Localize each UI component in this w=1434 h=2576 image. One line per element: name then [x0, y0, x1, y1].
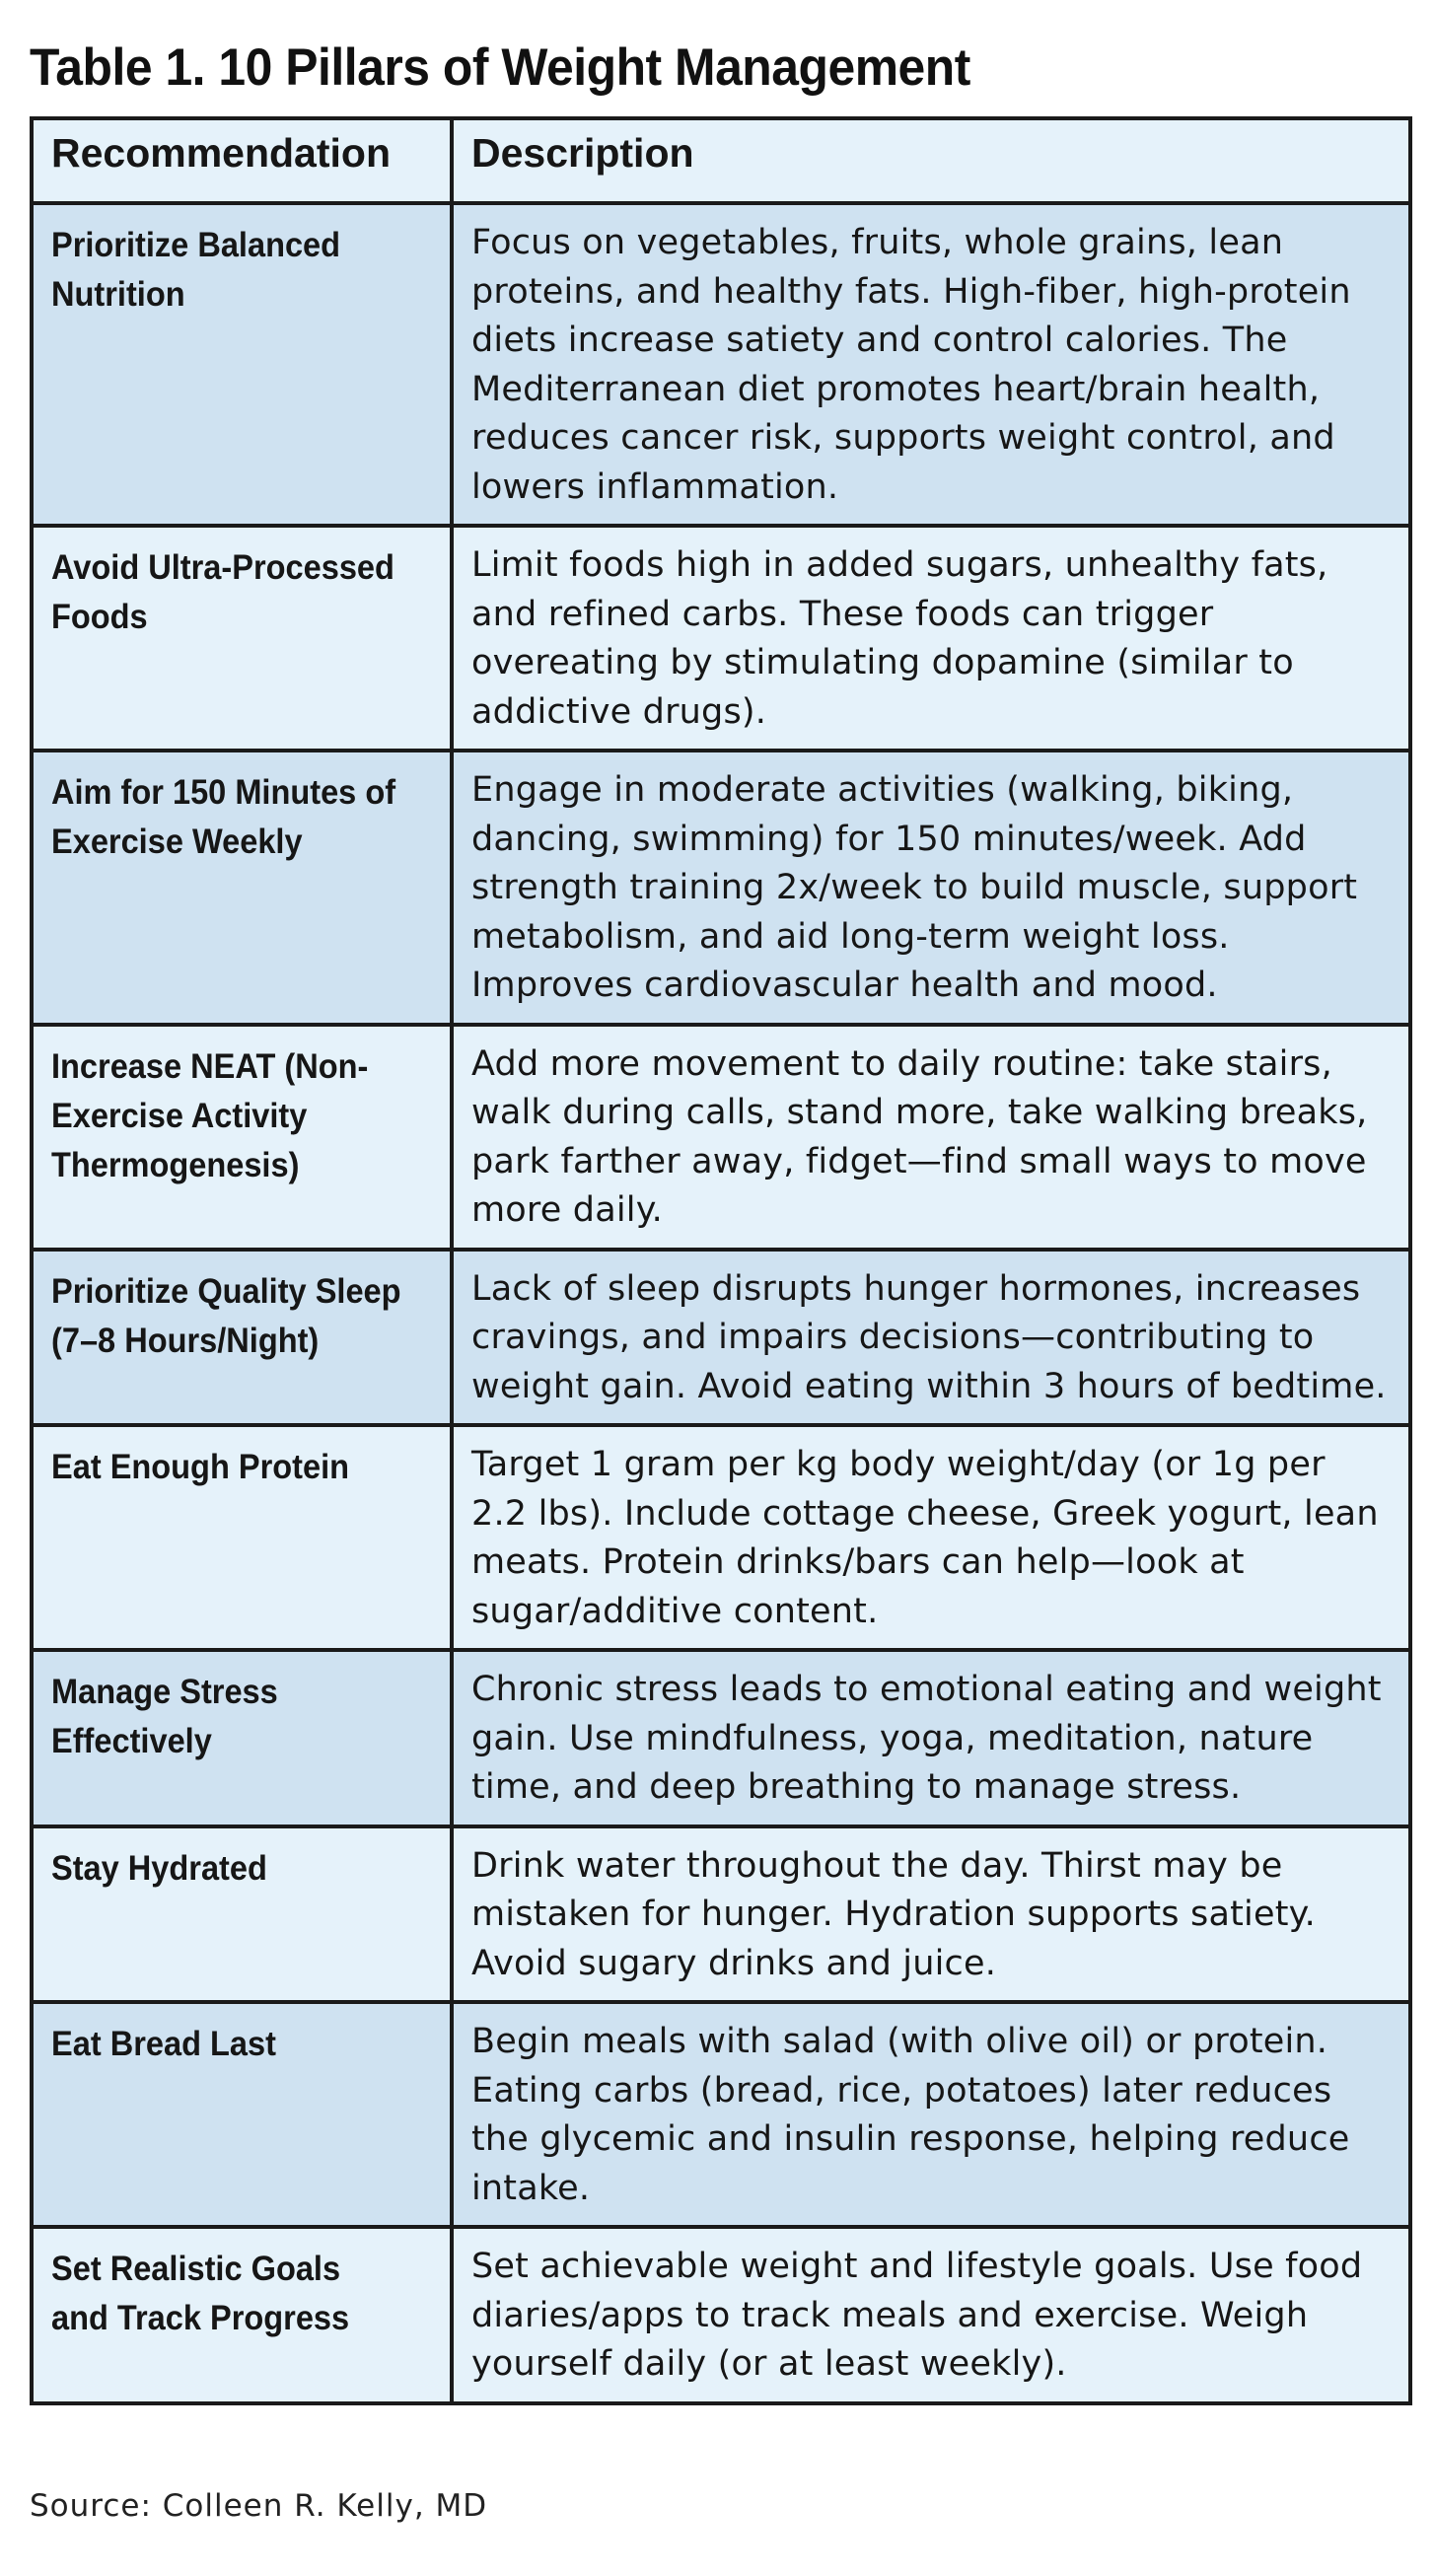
table-row	[32, 2227, 1410, 2403]
recommendation-cell	[32, 751, 452, 1025]
recommendation-text: Set Realistic Goals and Track Progress	[51, 2250, 350, 2337]
recommendation-text: Eat Enough Protein	[51, 1448, 350, 1486]
description-text: Engage in moderate activities (walking, biking, dancing, swimming) for 150 minutes/week. Add strength training 2x/week to build muscle, support metabolism, and aid long-term weight loss. Improves cardiovascular health and mood.	[471, 770, 1358, 1005]
description-cell	[452, 1826, 1410, 2003]
recommendation-cell	[32, 203, 452, 526]
table-row	[32, 2002, 1410, 2227]
table-title: Table 1. 10 Pillars of Weight Management	[30, 38, 970, 97]
table-row	[32, 1025, 1410, 1250]
table-row	[32, 526, 1410, 751]
table-row	[32, 1650, 1410, 1826]
description-cell	[452, 203, 1410, 526]
description-text: Focus on vegetables, fruits, whole grains, lean proteins, and healthy fats. High-fiber, high-protein diets increase satiety and control calories. The Mediterranean diet promotes heart/brain health, reduces cancer risk, supports weight control, and lowers inflammation.	[471, 223, 1351, 507]
recommendation-text: Increase NEAT (Non-Exercise Activity Thermogenesis)	[51, 1046, 369, 1184]
description-cell	[452, 1425, 1410, 1650]
recommendation-text: Aim for 150 Minutes of Exercise Weekly	[51, 773, 396, 861]
recommendation-cell	[32, 1025, 452, 1250]
recommendation-text: Prioritize Balanced Nutrition	[51, 226, 341, 314]
table-row	[32, 203, 1410, 526]
table-header-row	[32, 118, 1410, 203]
table-row	[32, 1826, 1410, 2003]
description-cell	[452, 1025, 1410, 1250]
header-description: Description	[452, 118, 1410, 203]
description-text: Lack of sleep disrupts hunger hormones, increases cravings, and impairs decisions—contributing to weight gain. Avoid eating within 3 hours of bedtime.	[471, 1268, 1387, 1406]
description-cell	[452, 1650, 1410, 1826]
recommendation-cell	[32, 1826, 452, 2003]
description-cell	[452, 2002, 1410, 2227]
pillars-table	[30, 116, 1412, 2405]
description-cell	[452, 1250, 1410, 1426]
source-credit: Source: Colleen R. Kelly, MD	[30, 2488, 488, 2524]
description-text: Drink water throughout the day. Thirst may be mistaken for hunger. Hydration supports satiety. Avoid sugary drinks and juice.	[471, 1845, 1316, 1983]
description-cell	[452, 526, 1410, 751]
description-text: Chronic stress leads to emotional eating and weight gain. Use mindfulness, yoga, meditation, nature time, and deep breathing to manage stress.	[471, 1670, 1382, 1807]
description-cell	[452, 2227, 1410, 2403]
header-recommendation: Recommendation	[32, 118, 452, 203]
recommendation-cell	[32, 1250, 452, 1426]
table-row	[32, 1250, 1410, 1426]
description-text: Target 1 gram per kg body weight/day (or 1g per 2.2 lbs). Include cottage cheese, Greek yogurt, lean meats. Protein drinks/bars can help—look at sugar/additive content.	[471, 1445, 1379, 1631]
description-text: Limit foods high in added sugars, unhealthy fats, and refined carbs. These foods can trigger overeating by stimulating dopamine (similar to addictive drugs).	[471, 545, 1328, 732]
recommendation-cell	[32, 1650, 452, 1826]
recommendation-text: Manage Stress Effectively	[51, 1673, 278, 1760]
recommendation-text: Prioritize Quality Sleep (7–8 Hours/Night)	[51, 1271, 401, 1360]
description-cell	[452, 751, 1410, 1025]
recommendation-cell	[32, 2227, 452, 2403]
table-row	[32, 751, 1410, 1025]
recommendation-text: Stay Hydrated	[51, 1848, 267, 1888]
recommendation-cell	[32, 526, 452, 751]
description-text: Set achievable weight and lifestyle goals. Use food diaries/apps to track meals and exercise. Weigh yourself daily (or at least weekly).	[471, 2247, 1363, 2384]
recommendation-cell	[32, 1425, 452, 1650]
table-row	[32, 1425, 1410, 1650]
recommendation-cell	[32, 2002, 452, 2227]
description-text: Begin meals with salad (with olive oil) or protein. Eating carbs (bread, rice, potatoes) later reduces the glycemic and insulin response, helping reduce intake.	[471, 2022, 1350, 2208]
recommendation-text: Avoid Ultra-Processed Foods	[51, 548, 394, 636]
description-text: Add more movement to daily routine: take stairs, walk during calls, stand more, take walking breaks, park farther away, fidget—find small ways to move more daily.	[471, 1043, 1368, 1230]
recommendation-text: Eat Bread Last	[51, 2025, 276, 2063]
